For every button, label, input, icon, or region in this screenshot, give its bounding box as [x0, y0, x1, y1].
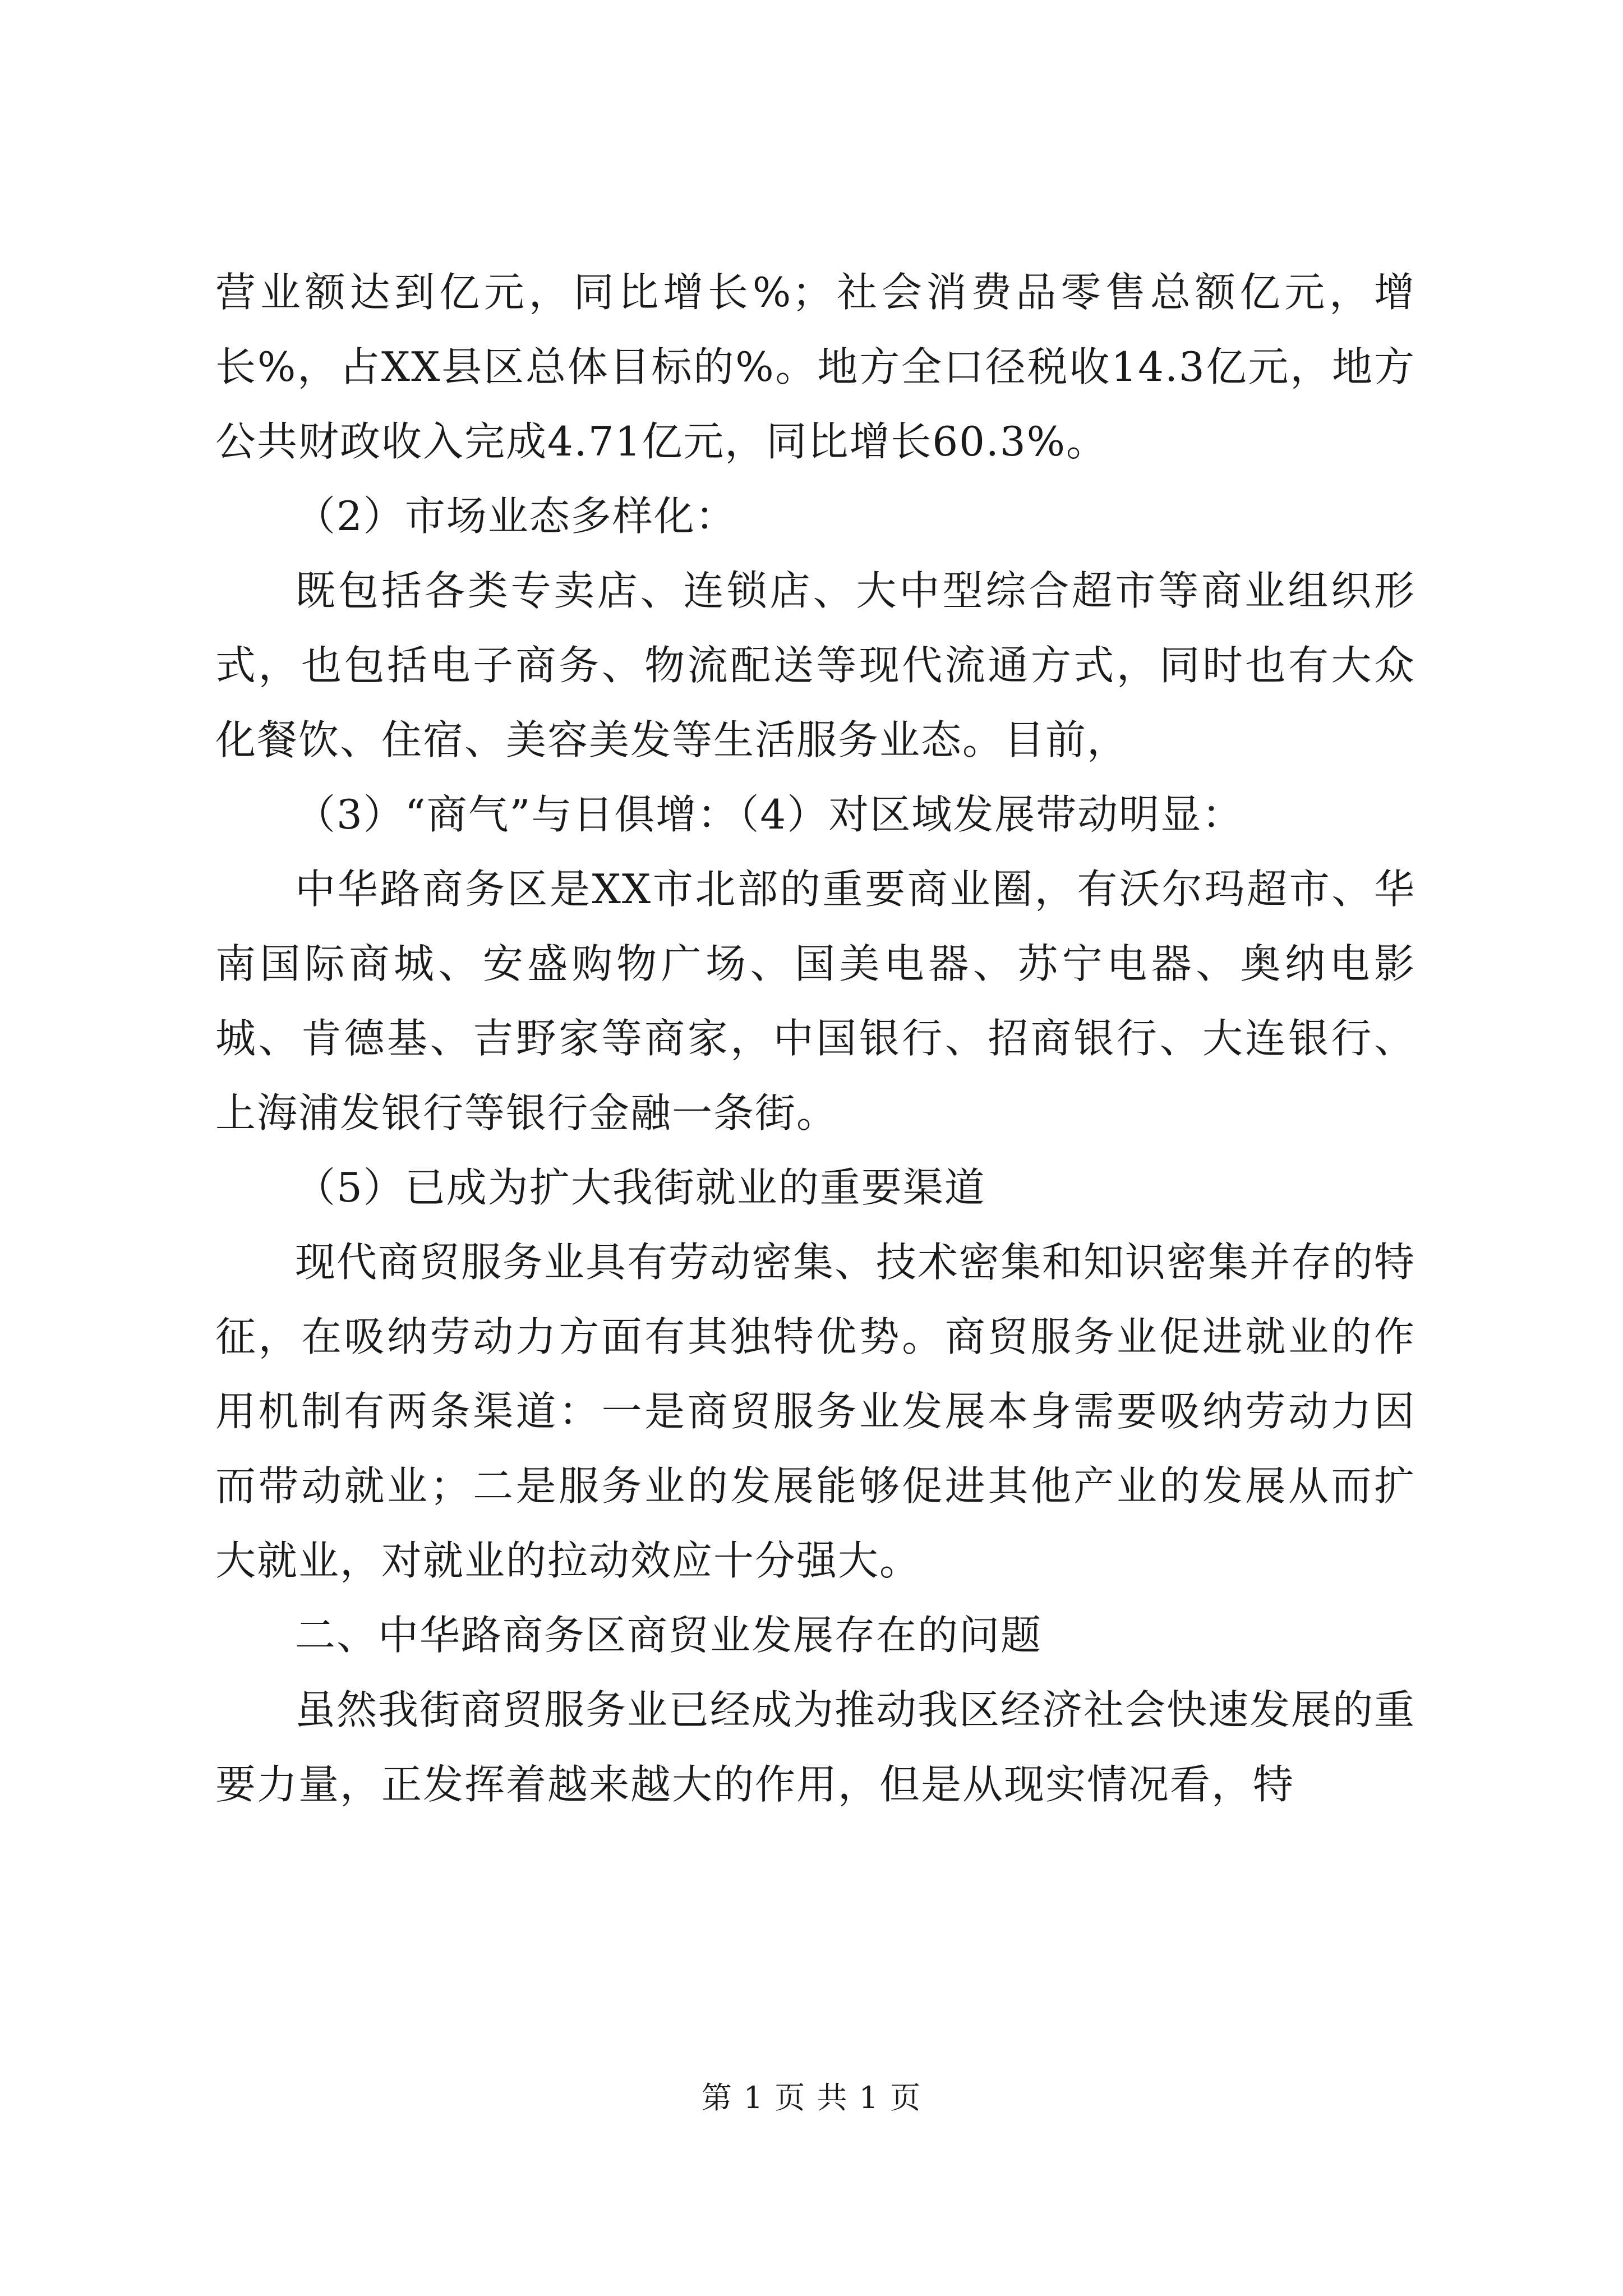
- paragraph-9: 虽然我街商贸服务业已经成为推动我区经济社会快速发展的重要力量，正发挥着越来越大的作用，但是从现实情况看，特: [215, 1686, 1416, 1808]
- section-heading: 二、中华路商务区商贸业发展存在的问题: [295, 1612, 1043, 1659]
- paragraph-5: 中华路商务区是XX市北部的重要商业圈，有沃尔玛超市、华南国际商城、安盛购物广场、国美电器、苏宁电器、奥纳电影城、肯德基、吉野家等商家，中国银行、招商银行、大连银行、上海浦发银行等银行金融一条街。: [215, 866, 1415, 1137]
- document-body: [215, 255, 1415, 1822]
- paragraph-6-heading: （5）已成为扩大我街就业的重要渠道: [295, 1164, 986, 1211]
- paragraph-2-heading: （2）市场业态多样化：: [295, 493, 737, 540]
- paragraph-3: 既包括各类专卖店、连锁店、大中型综合超市等商业组织形式，也包括电子商务、物流配送等现代流通方式，同时也有大众化餐饮、住宿、美容美发等生活服务业态。目前，: [215, 567, 1415, 763]
- paragraph-4-heading: （3）“商气”与日俱增：（4）对区域发展带动明显：: [295, 791, 1244, 838]
- paragraph-1: 营业额达到亿元，同比增长%；社会消费品零售总额亿元，增长%，占XX县区总体目标的%。地方全口径税收14.3亿元，地方公共财政收入完成4.71亿元，同比增长60.3%。: [215, 269, 1415, 465]
- page-footer: 第 1 页 共 1 页: [701, 2080, 922, 2115]
- paragraph-7: 现代商贸服务业具有劳动密集、技术密集和知识密集并存的特征，在吸纳劳动力方面有其独特优势。商贸服务业促进就业的作用机制有两条渠道：一是商贸服务业发展本身需要吸纳劳动力因而带动就业；二是服务业的发展能够促进其他产业的发展从而扩大就业，对就业的拉动效应十分强大。: [215, 1239, 1416, 1584]
